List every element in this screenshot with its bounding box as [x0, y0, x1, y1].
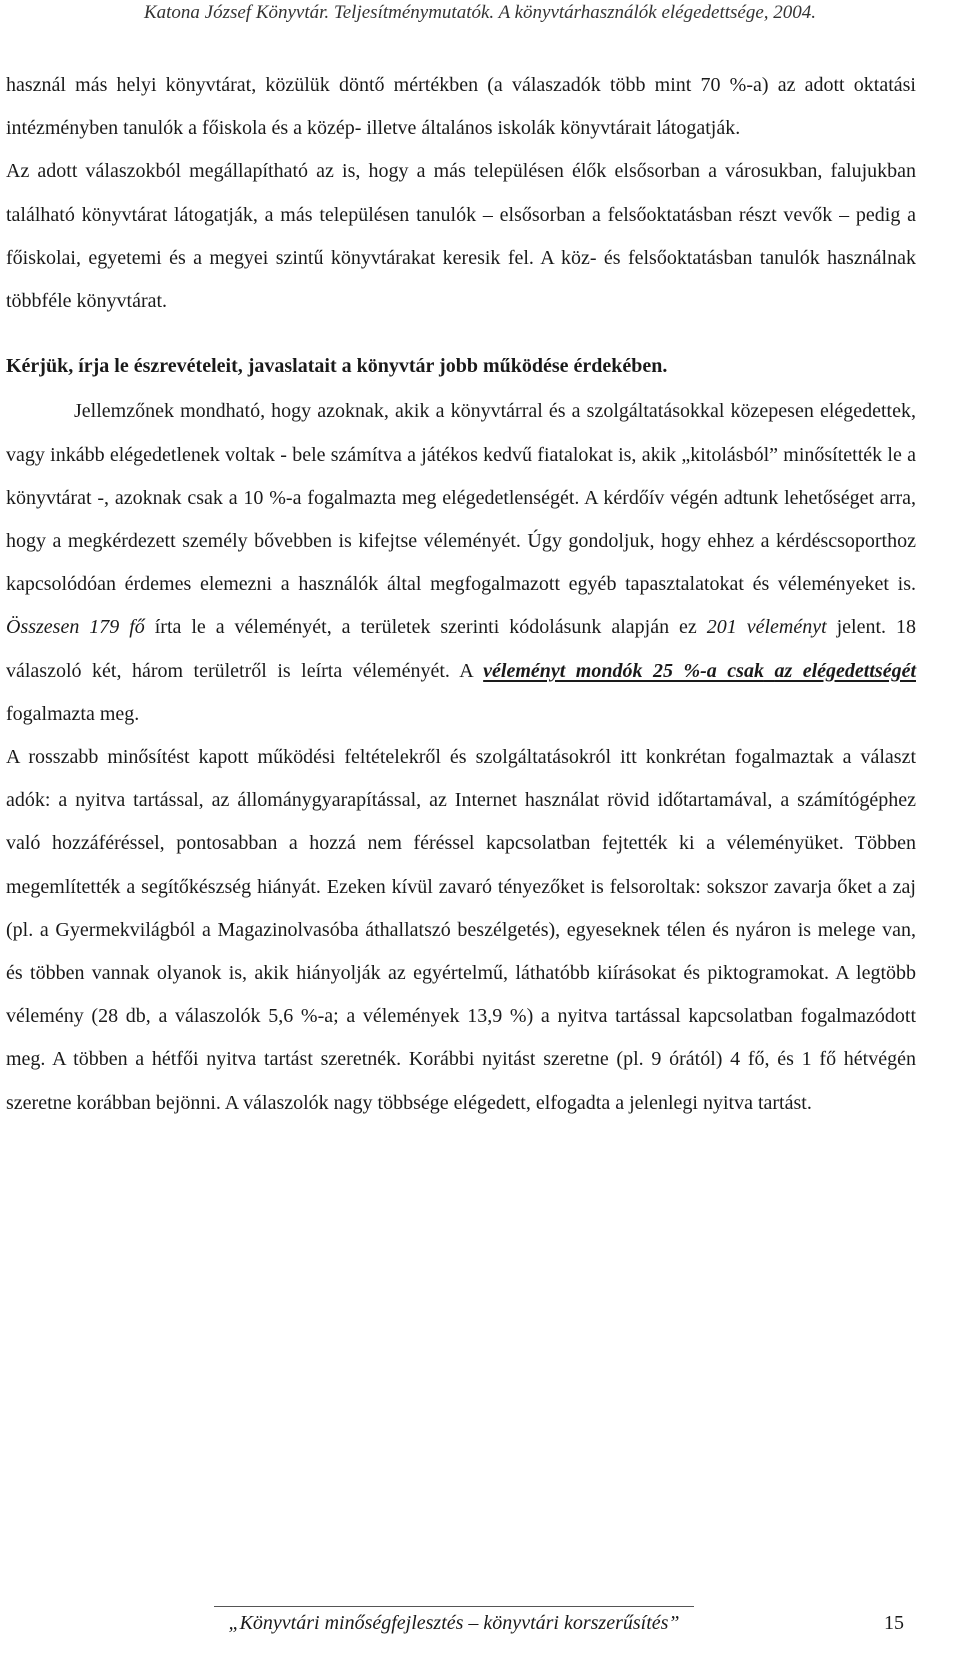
section-heading: Kérjük, írja le észrevételeit, javaslatait a könyvtár jobb működése érdekében. — [6, 355, 668, 378]
opinions-satisfaction: az elégedettségét — [774, 659, 916, 682]
opinions-text-a: Jellemzőnek mondható, hogy azoknak, akik a könyvtárral és a szolgáltatásokkal közepesen elégedettek, vagy inkább elégedetlenek voltak - bele számítva a játékos kedvű fiatalokat is, akik „kitolásból” minősítették le a könyvtárat -, azoknak csak a 10 %-a fogalmazta meg elégedetlenségét. A kérdőív végén adtunk lehetőséget arra, hogy a megkérdezett személy bővebben is kifejtse véleményét. Úgy gondoljuk, hogy ehhez a kérdéscsoporthoz kapcsolódóan érdemes elemezni a használók által megfogalmazott egyéb tapasztalatokat és véleményeket is. — [6, 400, 916, 596]
opinions-text-i: fogalmazta meg. — [6, 702, 140, 725]
paragraph-complaints: A rosszabb minősítést kapott működési feltételekről és szolgáltatásokról itt konkrétan fogalmaztak a választ adók: a nyitva tartással, az állománygyarapítással, az Internet használat rövid időtartamával, a számítógéphez való hozzáféréssel, pontosabban a hozzá nem féréssel kapcsolatban fejtették ki a véleményüket. Többen megemlítették a segítőkészség hiányát. Ezeken kívül zavaró tényezőket is felsoroltak: sokszor zavarja őket a zaj (pl. a Gyermekvilágból a Magazinolvasóba áthallatszó beszélgetés), egyeseknek télen és nyáron is melege van, és többen vannak olyanok is, akik hiányolják az egyértelmű, láthatóbb kiírásokat és piktogramokat. A legtöbb vélemény (28 db, a válaszolók 5,6 %-a; a vélemények 13,9 %) a nyitva tartással kapcsolatban fogalmazódott meg. A többen a hétfői nyitva tartást szeretnék. Korábbi nyitást szeretne (pl. 9 órától) 4 fő, és 1 fő hétvégén szeretne korábban bejönni. A válaszolók nagy többsége elégedett, elfogadta a jelenlegi nyitva tartást. — [6, 746, 916, 1114]
paragraph-opinions — [6, 390, 916, 736]
page-number: 15 — [884, 1612, 904, 1634]
running-header: Katona József Könyvtár. Teljesítménymutatók. A könyvtárhasználók elégedettsége, 2004. — [143, 2, 817, 23]
paragraph-other-settlements: Az adott válaszokból megállapítható az is, hogy a más településen élők elsősorban a városukban, falujukban található könyvtárat látogatják, a más településen tanulók – elsősorban a felsőoktatásban részt vevők – pedig a főiskolai, egyetemi és a megyei szintű könyvtárakat keresik fel. A köz- és felsőoktatásban tanulók használnak többféle könyvtárat. — [6, 160, 916, 313]
opinions-satisfied-share: véleményt mondók 25 %-a csak — [483, 659, 764, 682]
paragraph-library-usage-continued: használ más helyi könyvtárat, közülük döntő mértékben (a válaszadók több mint 70 %-a) az adott oktatási intézményben tanulók a főiskola és a közép- illetve általános iskolák könyvtárait látogatják. — [6, 74, 916, 140]
opinions-text-e: jelent. 18 válaszoló két, három területről is leírta véleményét. A — [6, 616, 916, 682]
body-text — [6, 64, 916, 1125]
opinions-total-respondents: Összesen 179 fő — [6, 616, 145, 639]
opinions-total-opinions: 201 véleményt — [706, 616, 827, 639]
opinions-space — [764, 660, 775, 682]
footer-title: „Könyvtári minőségfejlesztés – könyvtári korszerűsítés” — [228, 1612, 680, 1634]
footer-rule — [214, 1606, 694, 1607]
spacer — [6, 323, 916, 345]
opinions-text-c: írta le a véleményét, a területek szerinti kódolásunk alapján ez — [144, 616, 707, 639]
